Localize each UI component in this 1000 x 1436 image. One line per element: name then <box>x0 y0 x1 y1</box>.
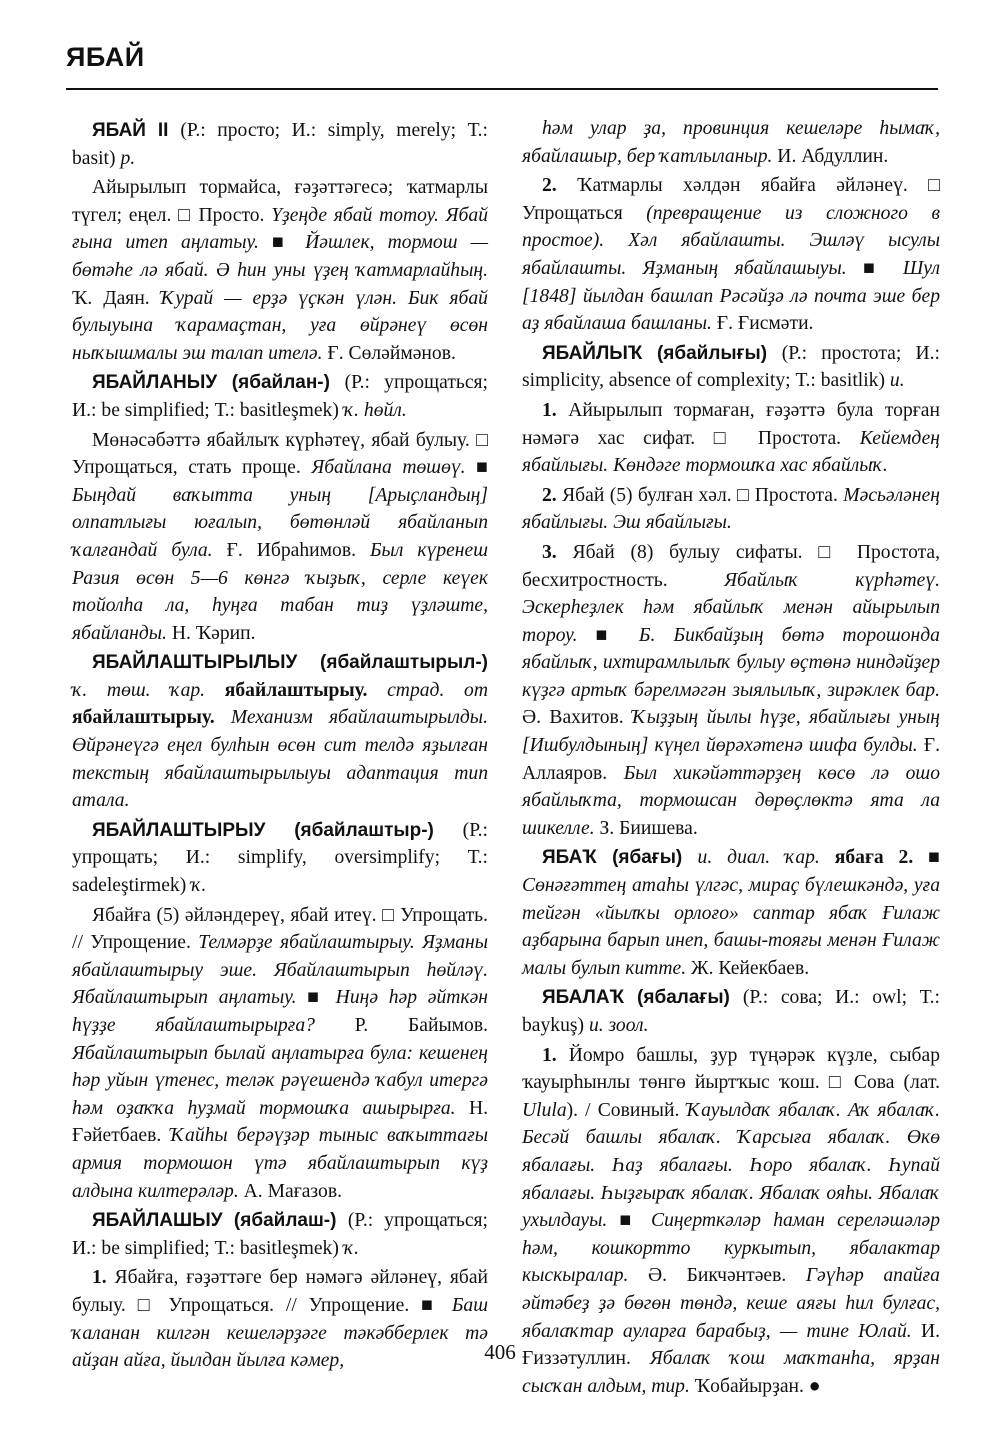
dictionary-entry-headword-line <box>72 369 488 424</box>
dictionary-entry-headword-line <box>522 844 940 982</box>
entry-text: 2. <box>542 175 578 197</box>
headword: ЯБАЙЛАШЫУ (ябайлаш-) <box>92 1210 348 1232</box>
entry-text: Ябайға, ғәҙәттәге бер нәмәгә әйләнеү, ябай булыу. □ Упрощаться. // Упрощение. ■ <box>72 1267 488 1316</box>
entry-text: Баш ҡаланан килгән кешеләрҙәге тәкәбберлек тә айҙан айға, йылдан йылға кәмер, <box>72 1294 488 1372</box>
entry-text: Ҡайһы берәүҙәр тыныс ваҡыттағы армия тормошон үтә ябайлаштырып күҙ алдына килтерәләр. <box>72 1125 488 1202</box>
headword: ЯБАЙЛАШТЫРЫЛЫУ (ябайлаштырыл-) <box>92 652 488 674</box>
entry-text: ■ <box>928 847 940 869</box>
headword: ЯБАЙ II <box>92 120 181 141</box>
entry-text: и. зоол. <box>588 1015 649 1036</box>
headword: ЯБАҠ (ябағы) <box>542 847 698 869</box>
left-column <box>72 115 488 1377</box>
entry-text: Ҡобайырҙан. ● <box>689 1375 821 1397</box>
entry-text: (Р.: упрощаться; И.: be simplified; Т.: basitleşmek) <box>72 1210 488 1259</box>
entry-text: Айырылып тормайса, ғәҙәттәгесә; ҡатмарлы түгел; еңел. □ Просто. <box>72 177 488 226</box>
entry-text: Телмәрҙе ябайлаштырыу. Яҙманы ябайлаштырыу эше. Ябайлаштырып һөйләү. Ябайлаштырып аңлатыу. <box>72 932 488 1009</box>
entry-text: ■ <box>476 457 488 479</box>
entry-text: Ж. Кейекбаев. <box>686 957 810 979</box>
entry-text: ■ <box>863 257 903 279</box>
dictionary-entry-sense <box>72 902 488 1206</box>
entry-text: Кейемдең ябайлығы. Көндәге тормошҡа хас ябайлыҡ. <box>522 427 940 477</box>
entry-text: Быңдай ваҡытта уның [Арыҫландың] олпатлығы юғалып, бөтөнләй ябайланып ҡалғандай була. <box>72 484 488 561</box>
entry-text: Айырылып тормаған, ғәҙәттә була торған нәмәгә хас сифат. □ Простота. <box>522 399 940 449</box>
entry-text: (превращение из сложного в простое). Хәл ябайлашты. Эшләү ысулы ябайлашты. Яҙманың ябайлашыуы. <box>522 202 940 279</box>
entry-text: 1. <box>542 1044 569 1066</box>
entry-text: И. Абдуллин. <box>772 145 889 167</box>
entry-text: ■ <box>607 1210 652 1232</box>
dictionary-entry-headword-line <box>522 984 940 1039</box>
entry-text: Ulula <box>522 1099 567 1121</box>
entry-text: Ябай (8) булыу сифаты. □ Простота, бесхитростность. <box>522 541 941 591</box>
entry-text: р. <box>120 147 136 169</box>
entry-text: Мөнәсәбәттә ябайлыҡ күрһәтеү, ябай булыу. □ Упрощаться, стать проще. <box>72 429 488 479</box>
entry-text: 1. <box>542 399 569 421</box>
running-head: ЯБАЙ <box>66 42 145 72</box>
entry-text: Б. Бикбайҙың бөтә торошонда ябайлыҡ, ихтирамлылыҡ булыу өҫтөнә ниндәйҙер күҙгә артыҡ бәрелмәгән зыялылыҡ, зирәклек бар. <box>522 624 940 701</box>
entry-text: Ҡ. Даян. <box>72 287 161 309</box>
entry-text: Ғ. Аллаяров. <box>522 735 940 784</box>
entry-text: ҡ. <box>343 1237 359 1259</box>
dictionary-entry-headword-line <box>72 117 488 172</box>
entry-text: 3. <box>542 541 573 563</box>
entry-text: ябайлаштырыу. <box>224 679 388 701</box>
entry-text: Ябайлаштырып былай аңлатырға була: кешенең һәр уйын үтенес, теләк рәүешендә ҡабул итергә һәм оҙаҡҡа һуҙмай тормошҡа ашырырға. <box>72 1042 488 1119</box>
entry-text: Ябай (5) булған хәл. □ Простота. <box>562 484 844 506</box>
right-column <box>522 115 940 1402</box>
entry-text: ҡ. <box>191 875 207 897</box>
entry-text: Ҡатмарлы хәлдән ябайға әйләнеү. □ Упрощаться <box>522 175 941 224</box>
dictionary-entry-headword-line <box>72 1207 488 1262</box>
headword: ЯБАЛАҠ (ябалағы) <box>542 987 743 1009</box>
entry-text: ҡ. һөйл. <box>343 399 407 421</box>
entry-text: и. диал. ҡар. <box>697 847 835 869</box>
headword: ЯБАЙЛАШТЫРЫУ (ябайлаштыр-) <box>92 819 463 841</box>
entry-text: Н. Ғәйетбаев. <box>72 1097 489 1147</box>
dictionary-entry-headword-line <box>522 340 940 395</box>
entry-text: Йомро башлы, ҙур түңәрәк күҙле, сыбар ҡауырһынлы төнгө йыртҡыс ҡош. □ Сова (лат. <box>522 1044 940 1094</box>
entry-text: ■ <box>272 232 306 254</box>
entry-text: Ябайлана төшөү. <box>311 457 477 479</box>
entry-text: и. <box>889 370 905 392</box>
dictionary-entry-sense <box>72 427 488 648</box>
entry-text: Ҡауылдаҡ ябалаҡ. Аҡ ябалаҡ. Бесәй башлы ябалаҡ. Ҡарсыға ябалаҡ. Өкө ябалағы. Һаҙ ябалағы. Һоро ябалаҡ. Һупай ябалағы. Һыҙғыраҡ ябалаҡ. Ябалаҡ ояһы. Ябалаҡ ухылдауы. <box>522 1099 940 1232</box>
dictionary-entry-sense <box>522 539 940 843</box>
entry-text: Р. Байымов. <box>314 1015 488 1036</box>
dictionary-entry-headword-line <box>72 817 488 900</box>
page-number: 406 <box>484 1340 516 1364</box>
entry-text: ■ <box>307 987 336 1009</box>
entry-text: (Р.: просто; И.: simply, merely; Т.: basit) <box>72 120 488 169</box>
dictionary-entry-headword-line <box>72 649 488 815</box>
entry-text: Ғ. Сөләймәнов. <box>322 342 456 364</box>
entry-text: З. Биишева. <box>594 817 698 839</box>
header-rule <box>66 88 938 90</box>
entry-text: Ябайға (5) әйләндереү, ябай итеү. □ Упрощать. // Упрощение. <box>72 904 488 954</box>
entry-text: Шул [1848] йылдан башлап Рәсәйҙә лә почта эше бер аҙ ябайлаша башланы. <box>522 257 940 335</box>
entry-text: ябайлаштырыу. <box>72 707 231 729</box>
entry-text: Сиңерткәләр һаман сереләшәләр һәм, кошкортто куркытып, ябалактар кыскыралар. <box>522 1210 940 1287</box>
entry-text: Был күренеш Разия өсөн 5—6 көнгә ҡыҙыҡ, серле кеүек тойолһа ла, һуңға табан тиҙ үҙләште, ябайланды. <box>72 539 489 644</box>
entry-text: (Р.: упрощать; И.: simplify, oversimplify; Т.: sadeleştirmek) <box>72 819 488 897</box>
entry-text: 1. <box>92 1267 115 1289</box>
entry-text: Был хикәйәттәрҙең көсө лә ошо ябайлыҡта, тормошсан дөрөҫлөктә ята ла шикелле. <box>522 762 941 839</box>
entry-text: Ғ. Ғисмәти. <box>711 313 814 335</box>
entry-text: 2. <box>542 484 563 506</box>
headword: ЯБАЙЛЫҠ (ябайлығы) <box>542 342 782 364</box>
entry-text: (Р.: простота; И.: simplicity, absence of complexity; Т.: basitlik) <box>522 342 940 392</box>
dictionary-entry-sense <box>522 115 940 170</box>
entry-text: И. Ғиззәтуллин. <box>522 1320 940 1370</box>
entry-text: Механизм ябайлаштырылды. Өйрәнеүгә еңел булһын өсөн сит телдә яҙылған текстың ябайлаштырылыуы адаптация тип атала. <box>72 707 488 812</box>
entry-text: Мәсьәләнең ябайлығы. Эш ябайлығы. <box>522 484 941 534</box>
entry-text: Гәүһәр апайға әйтәбеҙ ҙә бөгөн төндә, кеше аяғы һил булғас, ябалаҡтар ауларға барабыҙ, — тине Юлай. <box>522 1265 940 1342</box>
entry-text: Ғ. Ибраһимов. <box>212 539 370 561</box>
entry-text: Йәшлек, тормош — бөтәһе лә ябай. Ә һин уны үҙең ҡатмарлайһың. <box>72 232 488 281</box>
dictionary-entry-sense <box>522 397 940 480</box>
entry-text: Ҡыҙҙың йылы һүҙе, ябайлығы уның [Ишбулдының] күңел йөрәхәтенә шифа булды. <box>522 707 940 757</box>
entry-text: (Р.: упрощаться; И.: be simplified; Т.: basitleşmek) <box>72 372 488 421</box>
entry-text: ). / Совиный. <box>566 1099 687 1121</box>
entry-text: страд. от <box>387 679 488 701</box>
entry-text: Үҙеңде ябай тотоу. Ябай ғына итеп аңлатыу. <box>72 204 489 254</box>
entry-text: Ҡурай — ерҙә үҫкән үлән. Бик ябай булыуына ҡарамаҫтан, уға өйрәнеү өсөн ныҡышмалы эш талап ителә. <box>72 287 488 364</box>
entry-text: Ә. Бикчәнтәев. <box>628 1265 806 1287</box>
entry-text: Ә. Вахитов. <box>522 707 633 729</box>
entry-text: Ниңә һәр әйткән һүҙҙе ябайлаштырырға? <box>72 987 488 1036</box>
entry-text: ҡ. төш. ҡар. <box>72 679 225 701</box>
headword: ЯБАЙЛАНЫУ (ябайлан-) <box>92 372 345 394</box>
entry-text: Ябайлыҡ күрһәтеү. Эскерһеҙлек һәм ябайлыҡ менән айырылып тороу. <box>522 569 940 646</box>
dictionary-entry-sense <box>72 174 488 367</box>
entry-text: Сөнәғәттең атаһы үлгәс, мираҫ бүлешкәндә, уға тейгән «йылҡы орлоғо» саптар ябаҡ Ғилаж аҙбарына барып инеп, башы-тояғы менән Ғилаж малы булып китте. <box>522 875 940 979</box>
entry-text: ябаға 2. <box>834 847 929 869</box>
entry-text: ■ <box>577 624 639 646</box>
dictionary-entry-sense <box>522 482 940 537</box>
entry-text: һәм улар ҙа, провинция кешеләре һымаҡ, ябайлашыр, бер ҡатлыланыр. <box>522 118 940 167</box>
entry-text: А. Мағазов. <box>238 1180 343 1202</box>
entry-text: (Р.: сова; И.: owl; Т.: baykuş) <box>522 987 940 1036</box>
dictionary-entry-sense <box>522 172 940 338</box>
entry-text: Ябалаҡ ҡош маҡтанһа, ярҙан сысҡан алдым, тир. <box>522 1348 941 1397</box>
entry-text: Н. Ҡәрип. <box>166 622 256 644</box>
